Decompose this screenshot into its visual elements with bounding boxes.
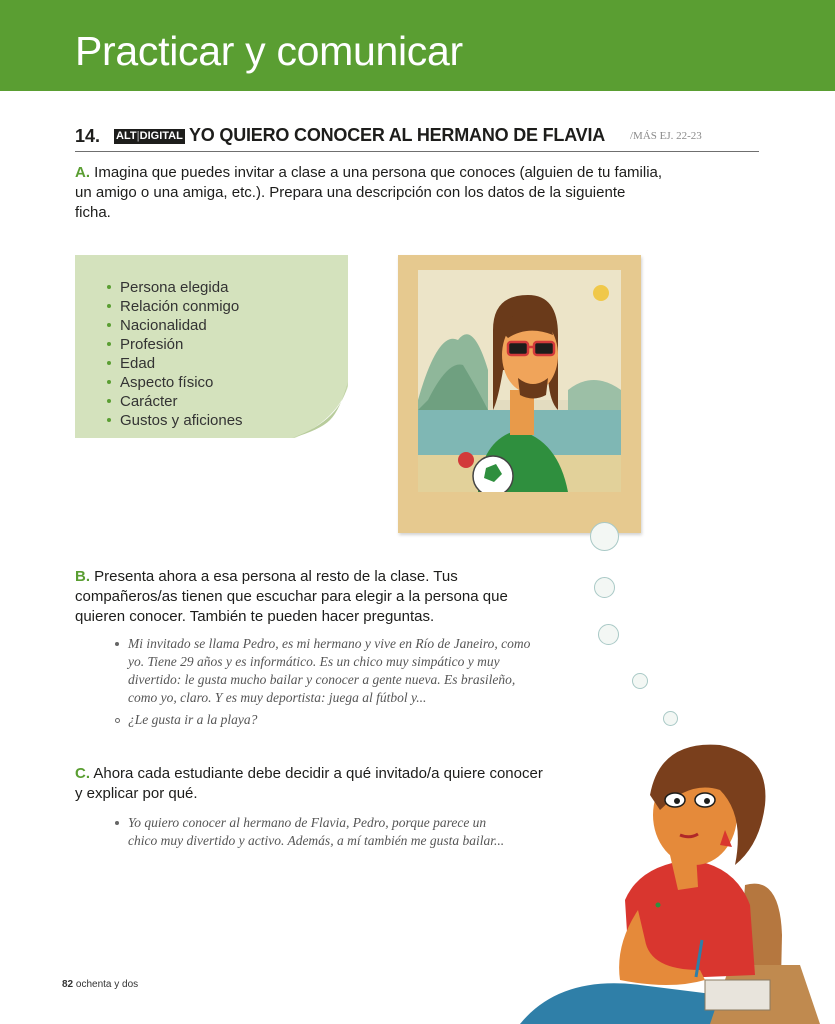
part-c-paragraph [75,764,545,804]
note-item: Gustos y aficiones [107,411,243,430]
part-c-text: Ahora cada estudiante debe decidir a qué invitado/a quiere conocer y explicar por qué. [75,765,543,802]
note-item: Relación conmigo [107,297,243,316]
part-a-label: A. [75,164,90,181]
part-b-examples [114,635,534,729]
note-item: Profesión [107,335,243,354]
part-b-paragraph [75,567,545,627]
exercise-number: 14. [75,126,101,146]
note-item: Nacionalidad [107,316,243,335]
thought-bubble [590,522,619,551]
badge-right: DIGITAL [139,130,183,142]
part-b-text: Presenta ahora a esa persona al resto de la clase. Tus compañeros/as tienen que escuchar para elegir a la persona que quieren conocer. También te pueden hacer preguntas. [75,568,508,625]
alt-digital-badge [114,129,185,144]
part-c-examples [114,814,514,850]
exercise-reference: /MÁS EJ. 22-23 [630,130,702,142]
note-item: Edad [107,354,243,373]
header-band [0,0,835,91]
example-item: Mi invitado se llama Pedro, es mi hermano y vive en Río de Janeiro, como yo. Tiene 29 años y es informático. Es un chico muy simpático y muy divertido: le gusta mucho bailar y conocer a gente nueva. Es brasileño, como yo, claro. Y es muy deportista: juega al fútbol y... [114,635,534,707]
page-number: 82 [62,979,74,990]
note-item: Carácter [107,392,243,411]
exercise-heading [75,125,759,152]
note-item: Persona elegida [107,278,243,297]
badge-separator: | [136,130,140,142]
page-footer [62,979,138,990]
badge-left: ALT [116,130,137,142]
thought-bubble [594,577,615,598]
note-curl [290,380,350,440]
pedro-illustration [418,270,621,492]
thought-bubble [663,711,678,726]
note-item: Aspecto físico [107,373,243,392]
page-title: Practicar y comunicar [75,28,463,74]
part-a-text: Imagina que puedes invitar a clase a una persona que conoces (alguien de tu familia, un amigo o una amiga, etc.). Prepara una descripción con los datos de la siguiente ficha. [75,164,663,221]
example-item: Yo quiero conocer al hermano de Flavia, Pedro, porque parece un chico muy divertido y activo. Además, a mí también me gusta bailar... [114,814,514,850]
part-b-label: B. [75,568,90,585]
woman-illustration [520,735,835,1024]
part-a-paragraph [75,163,665,223]
example-item: ¿Le gusta ir a la playa? [114,711,534,729]
photo-frame [398,255,641,533]
thought-bubble [632,673,648,689]
page-number-words: ochenta y dos [75,979,139,990]
note-list [107,278,243,430]
part-c-label: C. [75,765,90,782]
thought-bubble [598,624,619,645]
exercise-title: YO QUIERO CONOCER AL HERMANO DE FLAVIA [189,125,606,145]
